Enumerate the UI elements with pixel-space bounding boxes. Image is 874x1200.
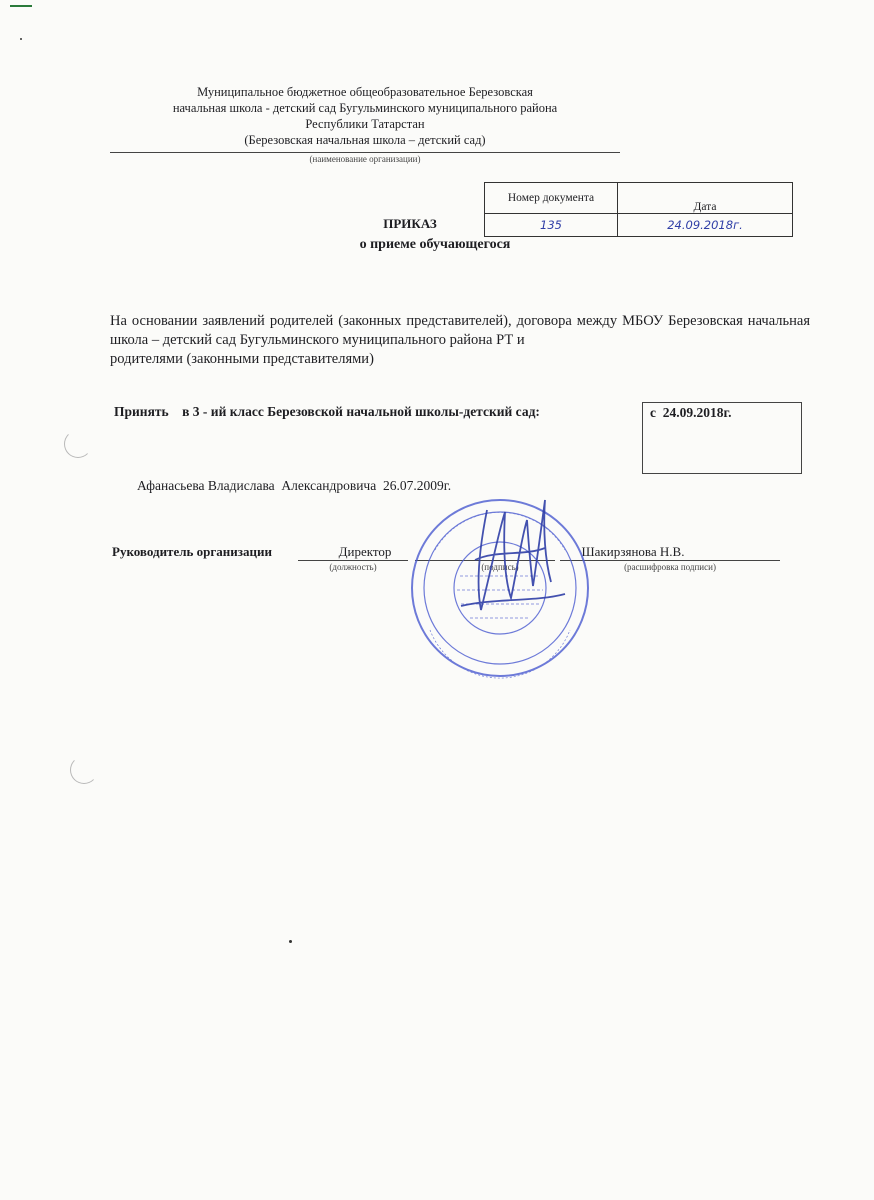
document-title: ПРИКАЗ [383,216,437,231]
org-line-1: Муниципальное бюджетное общеобразовательное Березовская [197,85,533,99]
signature-position: Директор [338,544,392,559]
signature-lead: Руководитель организации [112,544,272,559]
doc-date-value: 24.09.2018г. [618,214,793,237]
punch-hole-mark [64,430,92,458]
signature-decoding: Шакирзянова Н.В. [581,544,685,559]
speck-mark [289,940,292,943]
org-line-3: Республики Татарстан [305,117,425,131]
org-caption: (наименование организации) [309,154,421,164]
position-line [298,560,408,561]
doc-date-header: Дата [618,183,793,214]
org-line-2: начальная школа - детский сад Бугульминского муниципального района [172,101,558,115]
decoding-caption: (расшифровка подписи) [624,562,716,572]
sign-caption: (подпись) [481,562,519,572]
document-subtitle: о приеме обучающегося [359,237,511,252]
official-stamp-and-signature [395,490,595,680]
accept-statement: Принять в 3 - ий класс Березовской начальной школы-детский сад: [114,404,540,419]
edge-mark [10,5,32,7]
position-caption: (должность) [329,562,377,572]
basis-paragraph-main: На основании заявлений родителей (законных представителей), договора между МБОУ Березовская начальная школа – детский сад Бугульминского муниципального района РТ и [110,313,810,348]
punch-hole-mark [70,756,98,784]
document-number-table [484,182,793,237]
speck-mark [20,38,22,40]
doc-number-value: 135 [485,214,618,237]
doc-number-header: Номер документа [485,183,618,214]
handwritten-signature [461,500,565,610]
student-name: Афанасьева Владислава Александровича 26.07.2009г. [137,478,452,493]
org-underline [110,152,620,153]
organization-header [110,84,620,148]
basis-paragraph [110,312,810,369]
org-line-4: (Березовская начальная школа – детский сад) [244,133,486,147]
basis-paragraph-last: родителями (законными представителями) [110,351,374,367]
accept-date: с 24.09.2018г. [650,405,732,420]
